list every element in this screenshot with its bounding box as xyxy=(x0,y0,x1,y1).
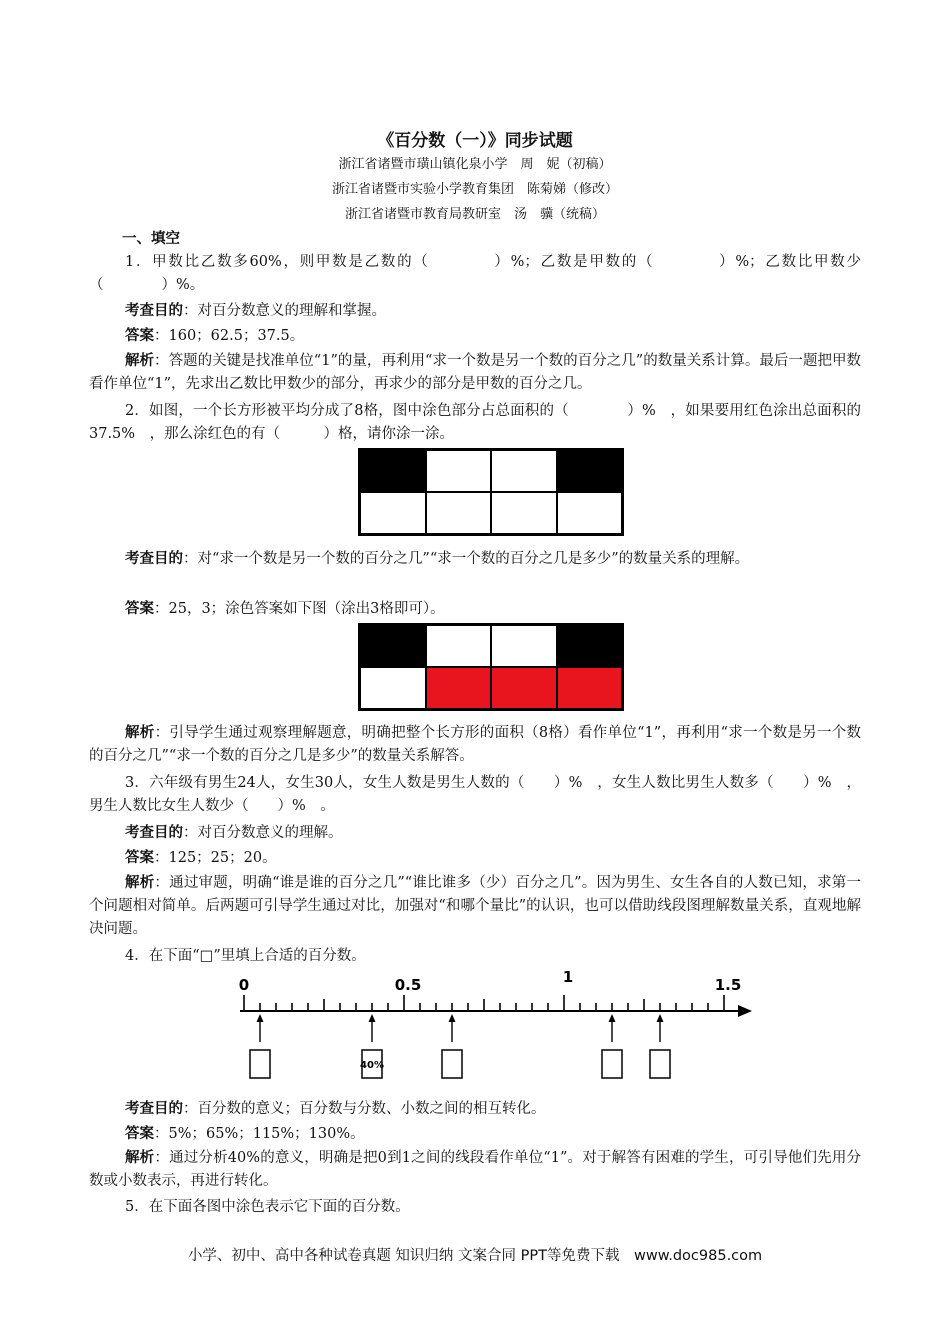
label-sep: ： xyxy=(154,1126,169,1142)
grid-cell-red xyxy=(426,667,492,709)
answer-label: 答案 xyxy=(125,850,154,866)
pointer-arrowhead xyxy=(609,1014,616,1022)
label-sep: ： xyxy=(183,551,198,567)
answer-label: 答案 xyxy=(125,1126,154,1142)
q4-analysis xyxy=(89,1147,861,1193)
q2-rectangle-grid xyxy=(358,448,624,536)
number-line-labels xyxy=(239,968,742,994)
label-sep: ： xyxy=(154,328,169,344)
label-sep: ： xyxy=(183,1101,198,1117)
q3-answer xyxy=(89,847,861,870)
q2-analysis-text: 引导学生通过观察理解题意，明确把整个长方形的面积（8格）看作单位“1”，再利用“求一个数是另一个数的百分之几”“求一个数的百分之几是多少”的数量关系解答。 xyxy=(89,725,862,764)
author-line-2: 浙江省诸暨市实验小学教育集团 陈菊娣（修改） xyxy=(331,182,618,197)
analysis-label: 解析 xyxy=(125,875,155,891)
purpose-label: 考查目的 xyxy=(125,1101,183,1117)
grid-cell-white xyxy=(360,667,426,709)
purpose-label: 考查目的 xyxy=(125,551,183,567)
q3-analysis xyxy=(89,872,861,941)
q3-purpose xyxy=(89,822,861,845)
grid-cell-black xyxy=(360,450,426,492)
tick-label-0: 0 xyxy=(238,976,250,994)
label-sep: ： xyxy=(154,850,169,866)
answer-box[interactable] xyxy=(650,1050,670,1078)
pointer-arrowhead xyxy=(449,1014,456,1022)
number-line-arrowhead xyxy=(738,1005,752,1017)
grid-cell-white xyxy=(426,450,492,492)
label-sep: ： xyxy=(183,303,198,319)
label-sep: ： xyxy=(183,825,198,841)
pointer-arrowhead xyxy=(257,1014,264,1022)
analysis-label: 解析 xyxy=(125,353,155,369)
grid-cell-white xyxy=(557,492,623,534)
section-heading: 一、填空 xyxy=(122,230,180,247)
pointer-arrowhead xyxy=(657,1014,664,1022)
answer-box-40-percent-label: 40% xyxy=(360,1060,384,1071)
number-line-pointers xyxy=(250,1014,670,1078)
q1-purpose-text: 对百分数意义的理解和掌握。 xyxy=(197,303,386,319)
answer-box[interactable] xyxy=(442,1050,462,1078)
label-sep: ： xyxy=(154,353,169,369)
grid-cell-black xyxy=(557,625,623,667)
label-sep: ： xyxy=(154,725,170,741)
number-line-figure xyxy=(230,968,760,1088)
grid-cell-white xyxy=(426,492,492,534)
answer-label: 答案 xyxy=(125,601,154,617)
grid-cell-black xyxy=(360,625,426,667)
label-sep: ： xyxy=(154,875,170,891)
q2-purpose xyxy=(89,548,861,571)
q2-answer-text: 25，3；涂色答案如下图（涂出3格即可）。 xyxy=(168,601,445,617)
q2-answer xyxy=(89,598,861,621)
grid-cell-black xyxy=(557,450,623,492)
pointer-arrowhead xyxy=(369,1014,376,1022)
q1-answer-text: 160；62.5；37.5。 xyxy=(168,328,305,344)
tick-label-1-5: 1.5 xyxy=(714,976,742,994)
q1-answer xyxy=(89,325,861,348)
q3-question: 3．六年级有男生24人，女生30人，女生人数是男生人数的（ ）% ，女生人数比男生人数多（ ）% ，男生人数比女生人数少（ ）% 。 xyxy=(89,775,861,814)
q4-purpose xyxy=(89,1098,861,1121)
grid-cell-white xyxy=(491,492,557,534)
author-line-1: 浙江省诸暨市璜山镇化泉小学 周 妮（初稿） xyxy=(338,157,612,172)
label-sep: ： xyxy=(154,601,169,617)
answer-label: 答案 xyxy=(125,328,154,344)
q2-analysis xyxy=(89,722,861,768)
purpose-label: 考查目的 xyxy=(125,825,183,841)
q3-purpose-text: 对百分数意义的理解。 xyxy=(197,825,343,841)
q4-answer xyxy=(89,1123,861,1146)
q1-question: 1．甲数比乙数多60%，则甲数是乙数的（ ）%；乙数是甲数的（ ）%；乙数比甲数少（ ）%。 xyxy=(89,254,861,293)
tick-label-1: 1 xyxy=(562,968,574,986)
q4-answer-text: 5%；65%；115%；130%。 xyxy=(168,1126,365,1142)
q1-purpose xyxy=(89,300,861,323)
q5-question: 5．在下面各图中涂色表示它下面的百分数。 xyxy=(125,1199,410,1215)
grid-cell-red xyxy=(557,667,623,709)
analysis-label: 解析 xyxy=(125,725,155,741)
q4-analysis-text: 通过分析40%的意义，明确是把0到1之间的线段看作单位“1”。对于解答有困难的学生，可引导他们先用分数或小数表示，再进行转化。 xyxy=(89,1150,862,1189)
grid-cell-white xyxy=(360,492,426,534)
answer-box[interactable] xyxy=(602,1050,622,1078)
q4-purpose-text: 百分数的意义；百分数与分数、小数之间的相互转化。 xyxy=(197,1101,546,1117)
grid-cell-white xyxy=(491,450,557,492)
grid-cell-red xyxy=(491,667,557,709)
q3-answer-text: 125；25；20。 xyxy=(168,850,277,866)
q2-answer-grid xyxy=(358,623,624,711)
grid-cell-white xyxy=(426,625,492,667)
q2-purpose-text: 对“求一个数是另一个数的百分之几”“求一个数的百分之几是多少”的数量关系的理解。 xyxy=(197,551,750,567)
grid-cell-white xyxy=(491,625,557,667)
purpose-label: 考查目的 xyxy=(125,303,183,319)
author-line-3: 浙江省诸暨市教育局教研室 汤 骥（统稿） xyxy=(344,207,605,222)
page-footer: 小学、初中、高中各种试卷真题 知识归纳 文案合同 PPT等免费下载 www.doc985.com xyxy=(187,1248,763,1264)
tick-label-0-5: 0.5 xyxy=(394,976,422,994)
page-title: 《百分数（一）》同步试题 xyxy=(377,131,573,151)
answer-box[interactable] xyxy=(250,1050,270,1078)
q1-analysis xyxy=(89,350,861,396)
q4-question: 4．在下面“□”里填上合适的百分数。 xyxy=(125,948,366,964)
analysis-label: 解析 xyxy=(125,1150,155,1166)
q1-analysis-text: 答题的关键是找准单位“1”的量，再利用“求一个数是另一个数的百分之几”的数量关系计算。最后一题把甲数看作单位“1”，先求出乙数比甲数少的部分，再求少的部分是甲数的百分之几。 xyxy=(89,353,862,392)
q2-question: 2．如图，一个长方形被平均分成了8格，图中涂色部分占总面积的（ ）% ，如果要用红色涂出总面积的37.5% ，那么涂红色的有（ ）格，请你涂一涂。 xyxy=(89,403,861,442)
label-sep: ： xyxy=(154,1150,170,1166)
number-line-ticks xyxy=(244,995,724,1011)
q3-analysis-text: 通过审题，明确“谁是谁的百分之几”“谁比谁多（少）百分之几”。因为男生、女生各自的人数已知，求第一个问题相对简单。后两题可引导学生通过对比，加强对“和哪个量比”的认识，也可以借助线段图理解数量关系，直观地解决问题。 xyxy=(89,875,862,937)
